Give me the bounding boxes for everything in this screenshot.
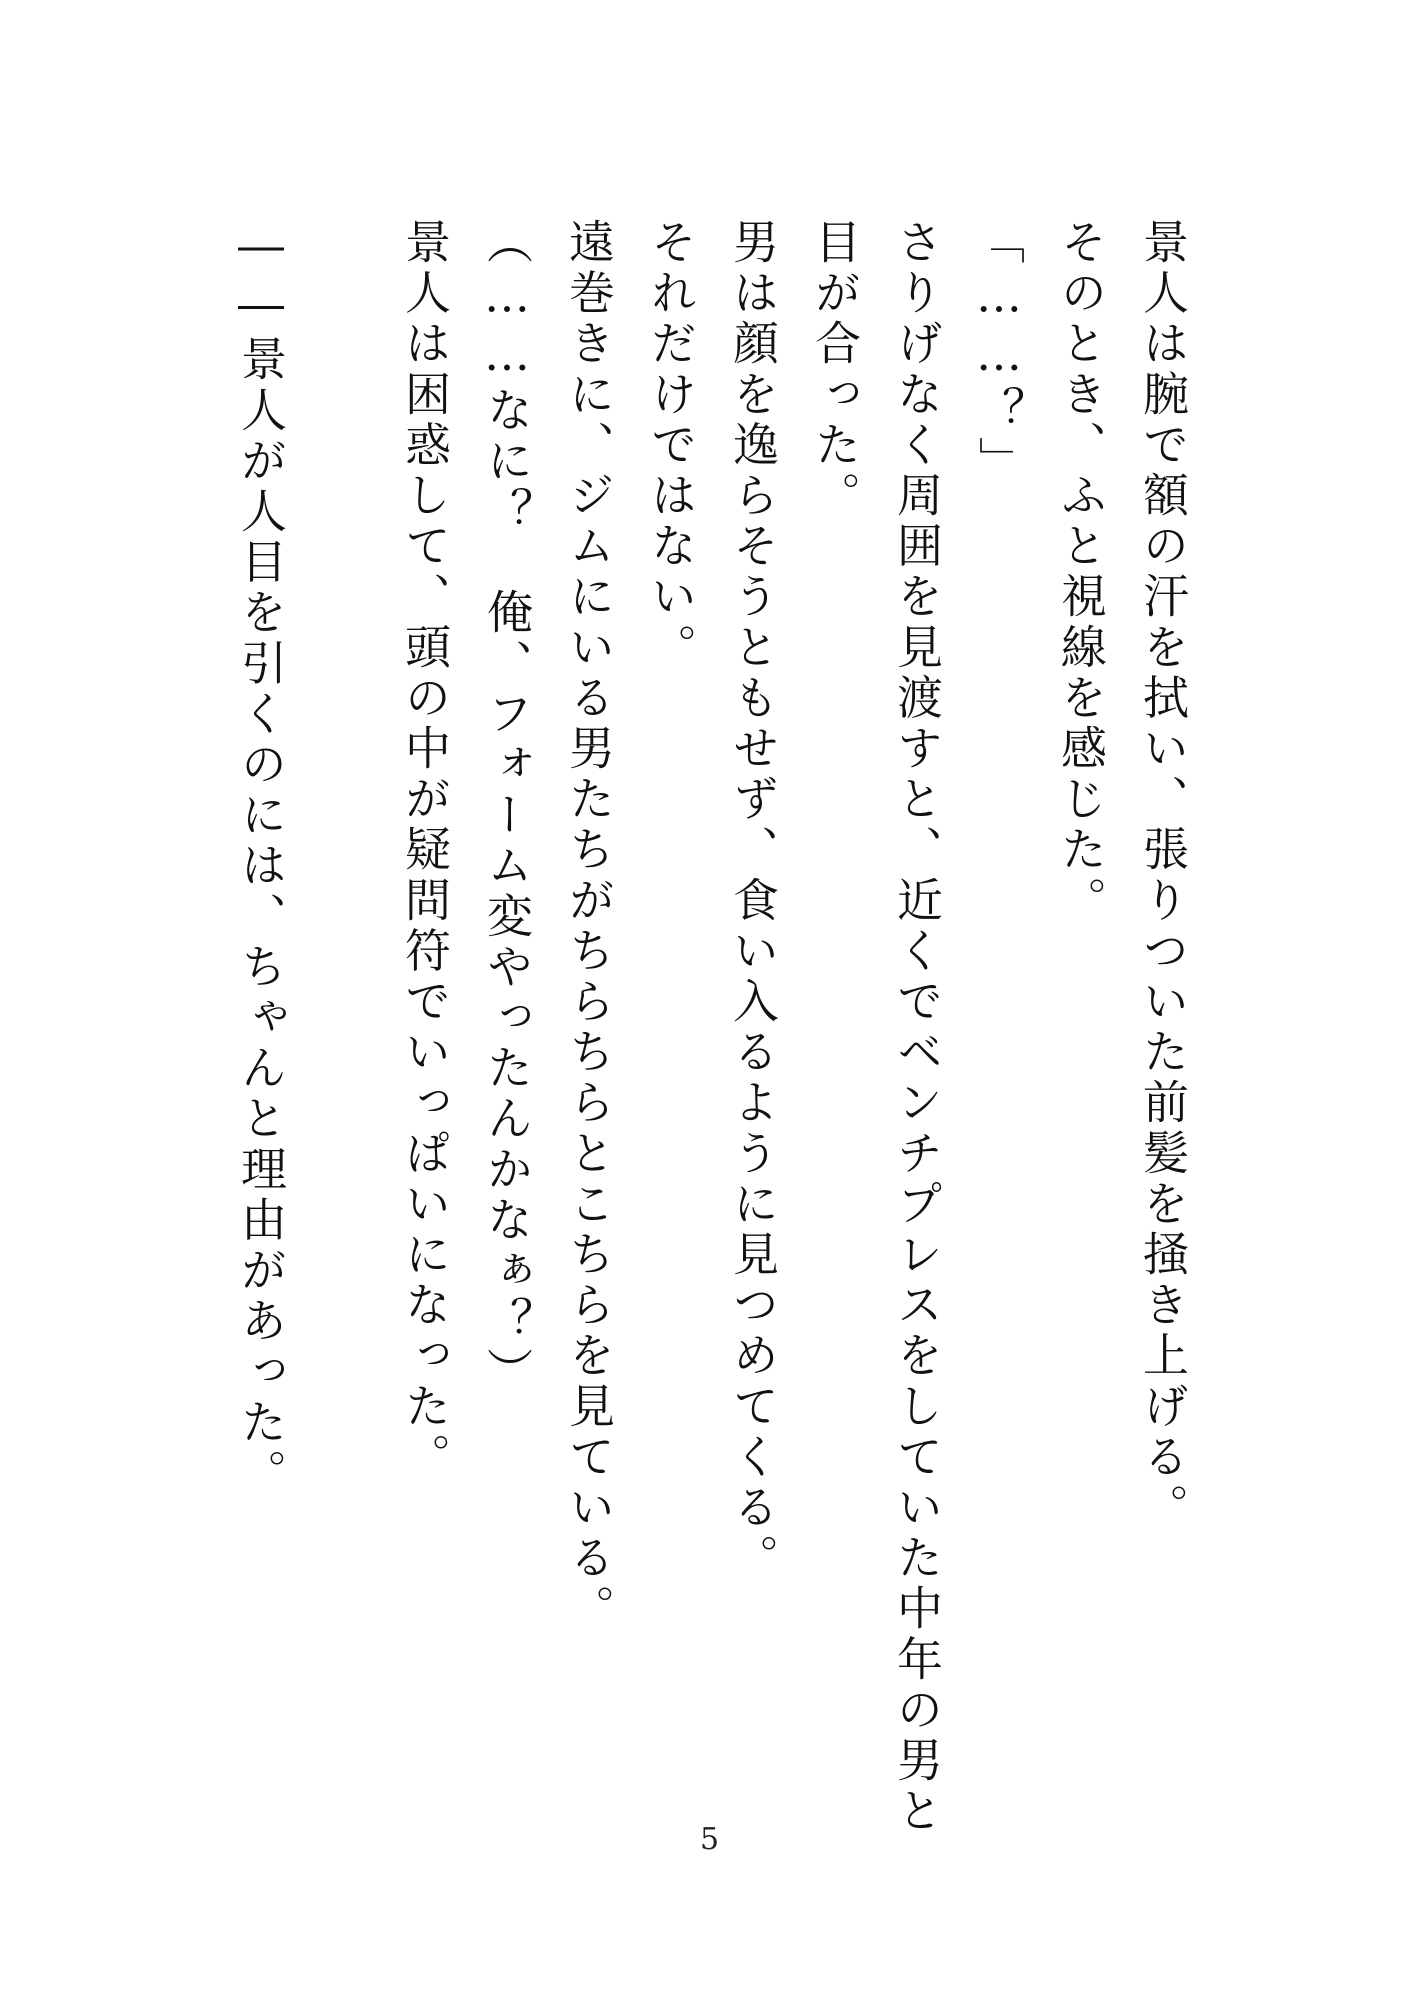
vertical-text-block <box>220 218 1204 1838</box>
text-line: そのとき、ふと視線を感じた。 <box>1054 218 1108 927</box>
page-number: 5 <box>699 1822 720 1857</box>
text-line: 景人は腕で額の汗を拭い、張りついた前髪を掻き上げる。 <box>1136 218 1190 1534</box>
text-line: それだけではない。 <box>644 218 698 674</box>
text-line: 「……？」 <box>972 218 1026 487</box>
text-line: 景人は困惑して、頭の中が疑問符でいっぱいになった。 <box>398 218 452 1483</box>
text-line: 男は顔を逸らそうともせず、食い入るように見つめてくる。 <box>726 218 780 1585</box>
text-line: ――景人が人目を引くのには、ちゃんと理由があった。 <box>234 218 288 1499</box>
text-line: さりげなく周囲を見渡すと、近くでベンチプレスをしていた中年の男と <box>890 218 944 1838</box>
text-line: 遠巻きに、ジムにいる男たちがちらちらとこちらを見ている。 <box>562 218 616 1635</box>
text-line: （……なに？ 俺、フォーム変やったんかなぁ？） <box>480 218 534 1398</box>
text-line: 目が合った。 <box>808 218 862 522</box>
blank-line <box>302 218 384 1778</box>
